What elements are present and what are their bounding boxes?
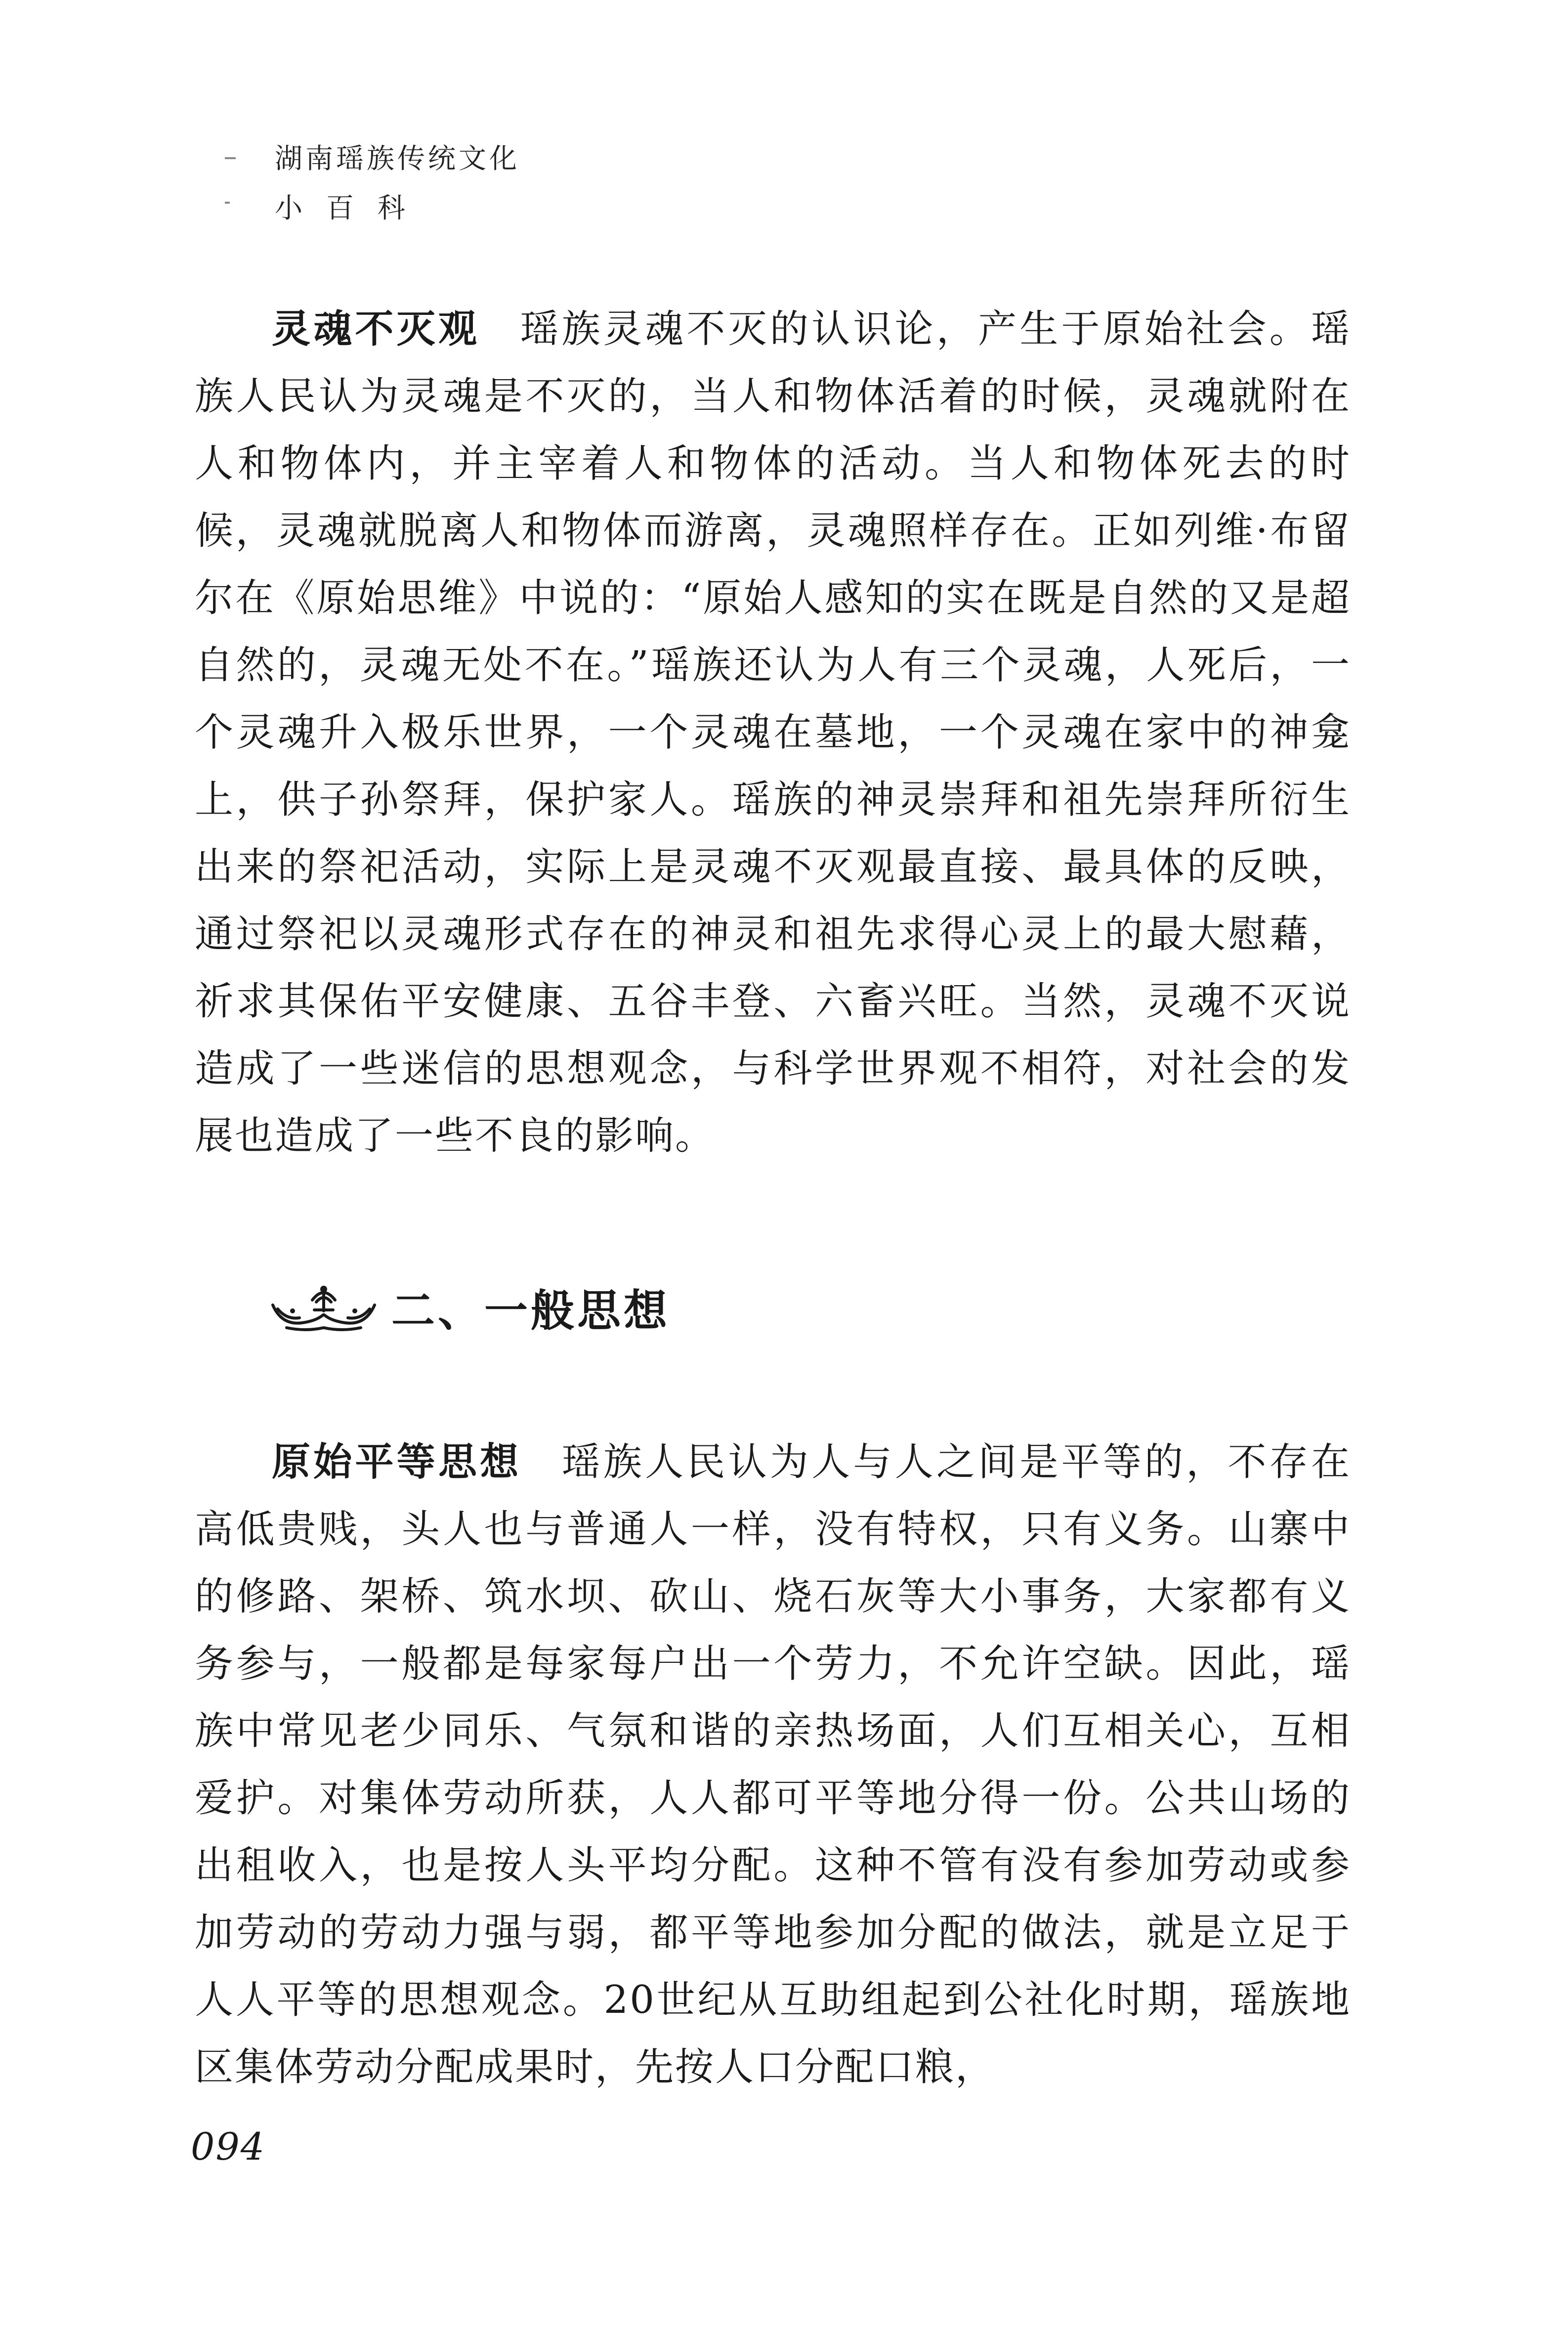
entry-primitive-equality xyxy=(195,1429,1351,2101)
series-title: 湖南瑶族传统文化 xyxy=(275,143,520,175)
section-title: 二、一般思想 xyxy=(391,1285,671,1336)
entry-paragraph xyxy=(195,296,1351,1170)
entry-text: 瑶族灵魂不灭的认识论，产生于原始社会。瑶族人民认为灵魂是不灭的，当人和物体活着的时候，灵魂就附在人和物体内，并主宰着人和物体的活动。当人和物体死去的时候，灵魂就脱离人和物体而游离，灵魂照样存在。正如列维·布留尔在《原始思维》中说的：“原始人感知的实在既是自然的又是超自然的，灵魂无处不在。”瑶族还认为人有三个灵魂，人死后，一个灵魂升入极乐世界，一个灵魂在墓地，一个灵魂在家中的神龛上，供子孙祭拜，保护家人。瑶族的神灵崇拜和祖先崇拜所衍生出来的祭祀活动，实际上是灵魂不灭观最直接、最具体的反映，通过祭祀以灵魂形式存在的神灵和祖先求得心灵上的最大慰藉，祈求其保佑平安健康、五谷丰登、六畜兴旺。当然，灵魂不灭说造成了一些迷信的思想观念，与科学世界观不相符，对社会的发展也造成了一些不良的影响。 xyxy=(195,307,1351,1158)
entry-term: 原始平等思想 xyxy=(272,1440,522,1484)
bird-ornament-icon xyxy=(267,1280,381,1335)
running-head xyxy=(275,134,520,233)
page-number: 094 xyxy=(191,2125,266,2169)
entry-soul-immortality xyxy=(195,296,1351,1170)
margin-mark xyxy=(225,202,230,204)
entry-text: 瑶族人民认为人与人之间是平等的，不存在高低贵贱，头人也与普通人一样，没有特权，只有义务。山寨中的修路、架桥、筑水坝、砍山、烧石灰等大小事务，大家都有义务参与，一般都是每家每户出一个劳力，不允许空缺。因此，瑶族中常见老少同乐、气氛和谐的亲热场面，人们互相关心，互相爱护。对集体劳动所获，人人都可平等地分得一份。公共山场的出租收入，也是按人头平均分配。这种不管有没有参加劳动或参加劳动的劳动力强与弱，都平等地参加分配的做法，就是立足于人人平等的思想观念。20世纪从互助组起到公社化时期，瑶族地区集体劳动分配成果时，先按人口分配口粮， xyxy=(195,1440,1351,2089)
series-subtitle: 小百科 xyxy=(275,192,429,224)
section-heading xyxy=(267,1270,670,1345)
entry-term: 灵魂不灭观 xyxy=(272,307,480,351)
margin-mark xyxy=(225,157,236,159)
entry-paragraph xyxy=(195,1429,1351,2101)
